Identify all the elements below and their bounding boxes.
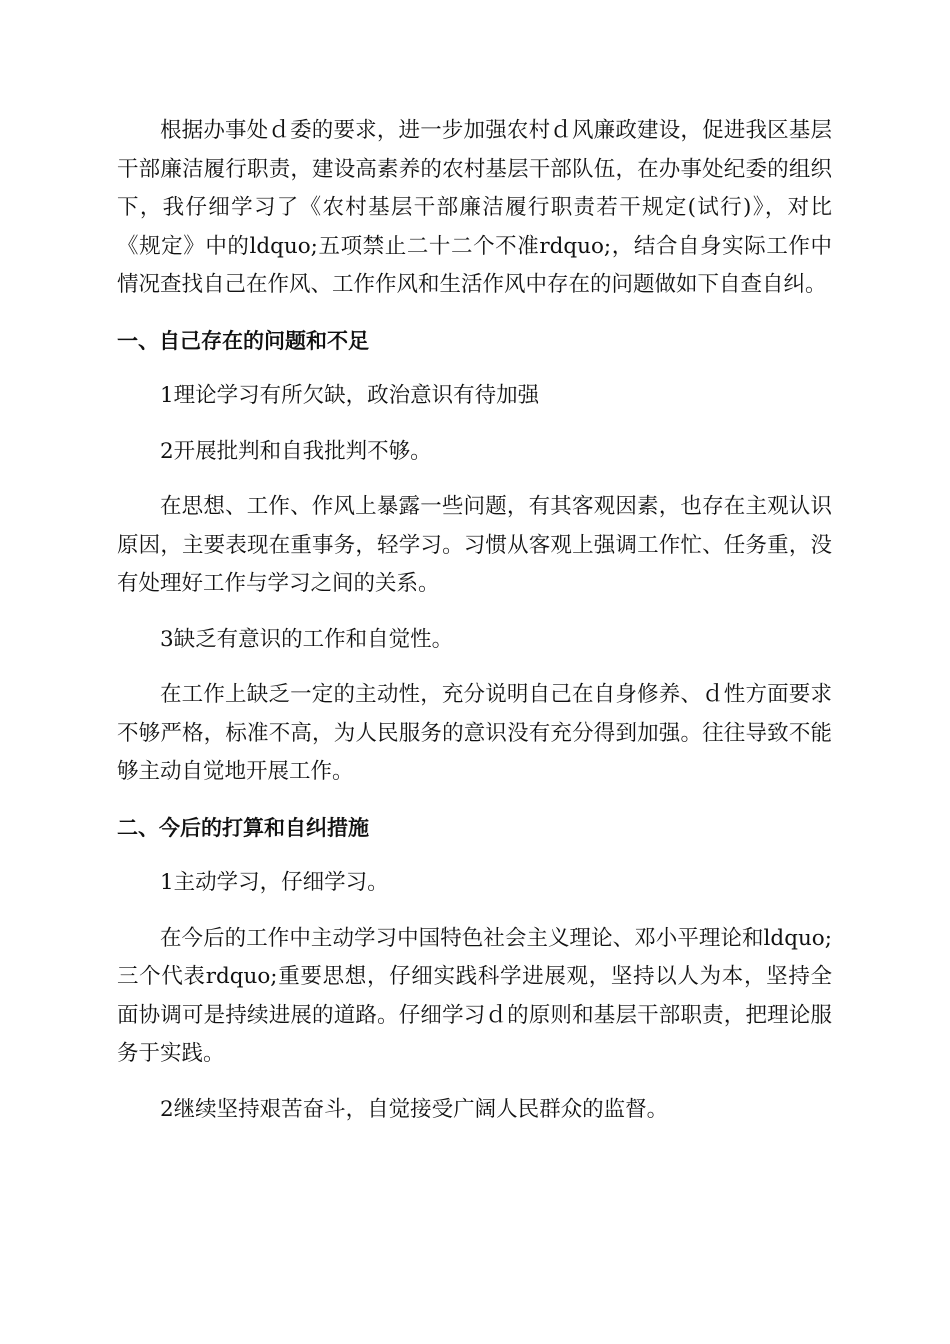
section-2-item-1-detail: 在今后的工作中主动学习中国特色社会主义理论、邓小平理论和ldquo;三个代表rdquo;重要思想，仔细实践科学进展观，坚持以人为本，坚持全面协调可是持续进展的道路。仔细学习ｄ的原则和基层干部职责，把理论服务于实践。 [117,925,832,1066]
section-1-item-2-detail: 在思想、工作、作风上暴露一些问题，有其客观因素，也存在主观认识原因，主要表现在重事务，轻学习。习惯从客观上强调工作忙、任务重，没有处理好工作与学习之间的关系。 [117,494,832,596]
section-1-item-3: 3缺乏有意识的工作和自觉性。 [160,626,454,652]
document-page [117,112,832,1146]
section-1-item-2: 2开展批判和自我批判不够。 [160,438,432,464]
section-2-heading: 二、今后的打算和自纠措施 [117,815,369,840]
section-1-heading: 一、自己存在的问题和不足 [117,328,369,353]
intro-paragraph: 根据办事处ｄ委的要求，进一步加强农村ｄ风廉政建设，促进我区基层干部廉洁履行职责，建设高素养的农村基层干部队伍，在办事处纪委的组织下，我仔细学习了《农村基层干部廉洁履行职责若干规定(试行)》，对比《规定》中的ldquo;五项禁止二十二个不准rdquo;，结合自身实际工作中情况查找自己在作风、工作作风和生活作风中存在的问题做如下自查自纠。 [117,118,832,297]
section-1-item-1: 1理论学习有所欠缺，政治意识有待加强 [160,383,540,408]
section-2-item-2: 2继续坚持艰苦奋斗，自觉接受广阔人民群众的监督。 [160,1096,669,1122]
section-2-item-1: 1主动学习，仔细学习。 [160,870,389,895]
section-1-item-3-detail: 在工作上缺乏一定的主动性，充分说明自己在自身修养、ｄ性方面要求不够严格，标准不高，为人民服务的意识没有充分得到加强。往往导致不能够主动自觉地开展工作。 [117,682,832,784]
